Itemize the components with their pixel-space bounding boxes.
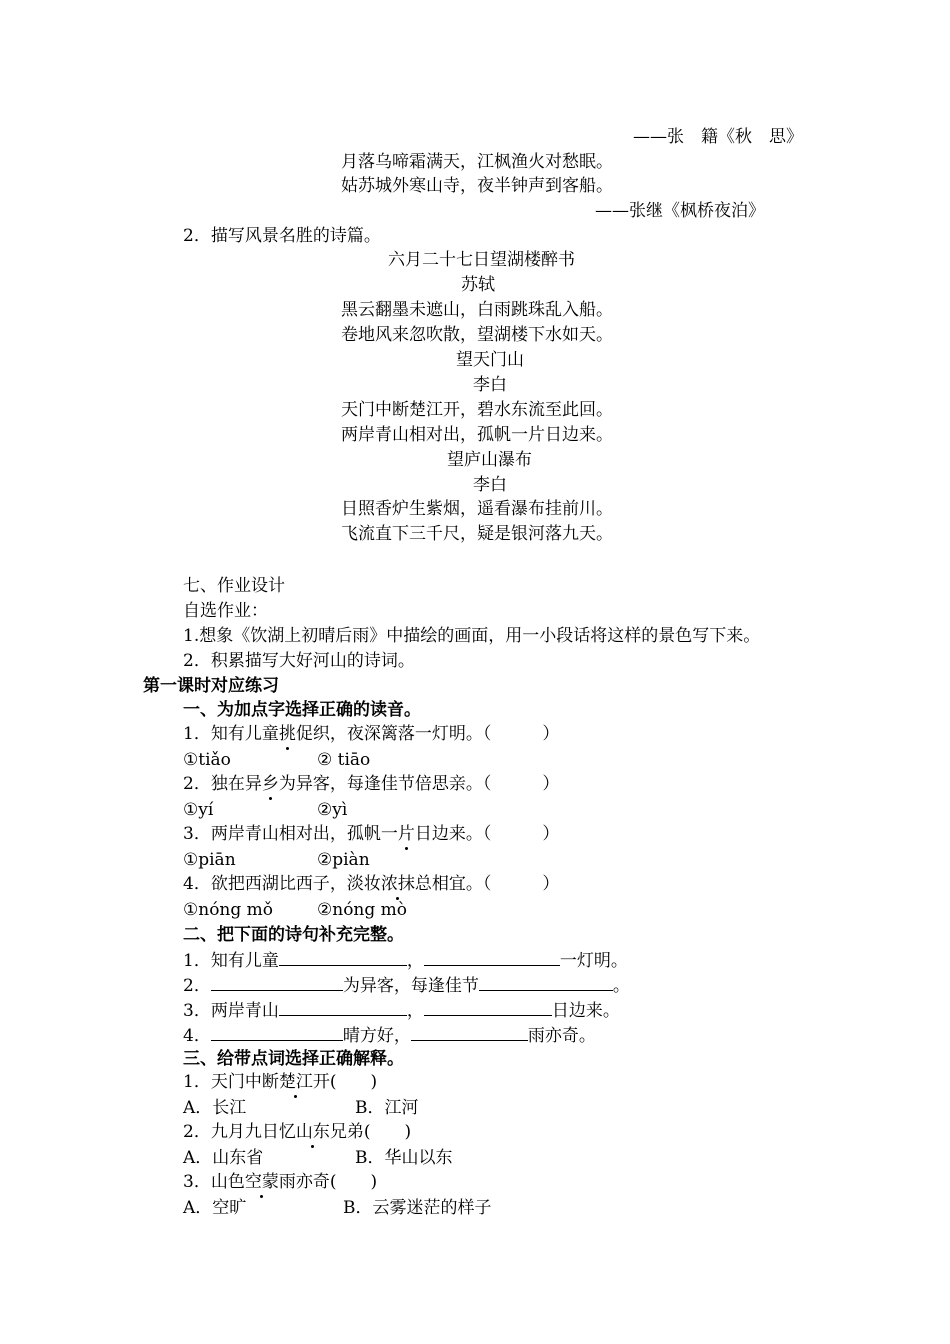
fill-question-3: 3．两岸青山 ， 日边来。 [183,997,620,1023]
option-b: B．华山以东 [355,1148,453,1168]
option-2: ②piàn [317,850,370,870]
fill-question-4: 4． 晴方好， 雨亦奇。 [183,1022,596,1048]
answer-blank[interactable] [279,997,407,1016]
poem-line: 日照香炉生紫烟，遥看瀑布挂前川。 [341,499,613,519]
poem-author: 李白 [473,375,507,395]
homework-item: 2．积累描写大好河山的诗词。 [183,651,415,671]
option-1: ①yí [183,800,214,820]
option-1: ①piān [183,850,236,870]
answer-blank[interactable] [211,972,343,991]
answer-blank[interactable] [211,1022,343,1041]
option-b: B．江河 [355,1098,419,1118]
exercise-part3-heading: 三、给带点词选择正确解释。 [183,1049,404,1069]
exercise-part2-heading: 二、把下面的诗句补充完整。 [183,925,404,945]
dotted-char: 浓抹 [380,874,415,894]
fill-question-2: 2． 为异客，每逢佳节 。 [183,972,630,998]
answer-blank[interactable] [411,1022,528,1041]
poem-line: 黑云翻墨未遮山，白雨跳珠乱入船。 [341,300,613,320]
meaning-question-1: 1．天门中断楚江开( ) [183,1072,378,1092]
option-a: A．空旷 [183,1198,247,1218]
option-a: A．长江 [183,1098,247,1118]
option-1: ①nóng mǒ [183,900,274,920]
poem-line: 姑苏城外寒山寺，夜半钟声到客船。 [341,176,613,196]
homework-heading: 七、作业设计 [183,576,285,596]
dotted-char: 片 [397,824,415,844]
answer-blank[interactable] [424,997,552,1016]
poem-line: 月落乌啼霜满天，江枫渔火对愁眠。 [341,152,613,172]
poem-author: 李白 [473,475,507,495]
options-2 [183,798,348,822]
poem-attribution: ——张继《枫桥夜泊》 [595,201,765,221]
meaning-question-2: 2．九月九日忆山东兄弟( ) [183,1122,412,1142]
option-1: ①tiǎo [183,750,231,770]
poem-author: 苏轼 [461,275,495,295]
options-3 [183,848,370,872]
option-b: B．云雾迷茫的样子 [343,1198,492,1218]
poem-title: 望天门山 [456,350,524,370]
dotted-word: 山东 [295,1122,330,1142]
answer-blank[interactable] [479,972,613,991]
option-2: ②nóng mò [317,900,408,920]
option-2: ②yì [317,800,348,820]
dotted-char: 挑 [278,724,296,744]
options-4 [183,898,408,922]
homework-item: 1.想象《饮湖上初晴后雨》中描绘的画面，用一小段话将这样的景色写下来。 [183,626,761,646]
answer-blank[interactable] [279,947,407,966]
question-3: 3．两岸青山相对出，孤帆一片日边来。（ ） [183,824,560,844]
poem-line: 飞流直下三千尺，疑是银河落九天。 [341,524,613,544]
meaning-options-1 [183,1096,419,1120]
poem-line: 卷地风来忽吹散，望湖楼下水如天。 [341,325,613,345]
poem-line: 两岸青山相对出，孤帆一片日边来。 [341,425,613,445]
poem-title: 望庐山瀑布 [447,450,532,470]
option-2: ② tiāo [317,750,371,770]
question-4: 4．欲把西湖比西子，淡妆浓抹总相宜。（ ） [183,874,560,894]
exercise-part1-heading: 一、为加点字选择正确的读音。 [183,700,421,720]
meaning-question-3: 3．山色空蒙雨亦奇( ) [183,1172,378,1192]
exercise-title: 第一课时对应练习 [143,676,279,696]
meaning-options-2 [183,1146,453,1170]
dotted-word: 楚江 [278,1072,313,1092]
poem-title: 六月二十七日望湖楼醉书 [388,250,575,270]
question-2: 2．独在异乡为异客，每逢佳节倍思亲。（ ） [183,774,560,794]
options-1 [183,748,371,772]
homework-sub: 自选作业： [183,601,268,621]
question-1: 1．知有儿童挑促织，夜深篱落一灯明。（ ） [183,724,560,744]
dotted-word: 空蒙 [244,1172,279,1192]
answer-blank[interactable] [424,947,560,966]
meaning-options-3 [183,1196,492,1220]
option-a: A．山东省 [183,1148,264,1168]
dotted-char: 乡 [261,774,279,794]
fill-question-1: 1．知有儿童 ， 一灯明。 [183,947,628,973]
poem-line: 天门中断楚江开，碧水东流至此回。 [341,400,613,420]
section-heading: 2．描写风景名胜的诗篇。 [183,226,381,246]
poem-attribution: ——张 籍《秋 思》 [633,127,803,147]
